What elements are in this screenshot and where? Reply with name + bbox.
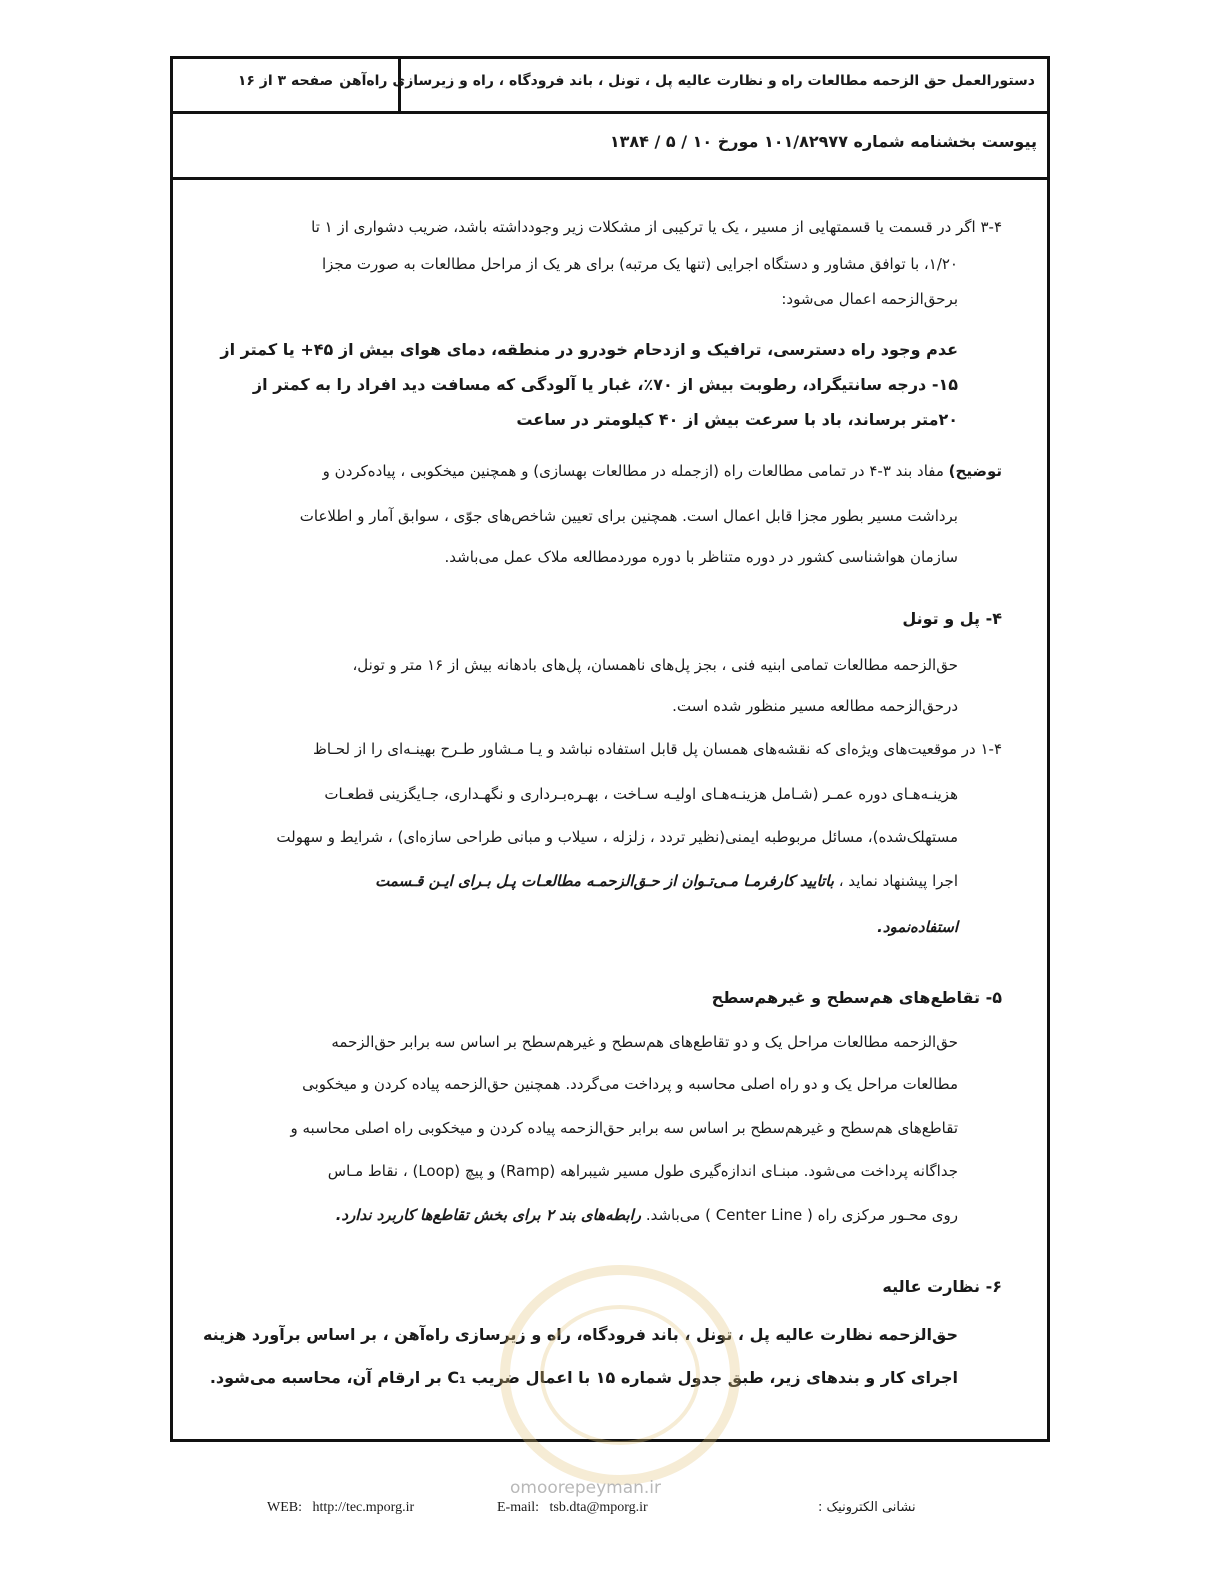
sec6-bold-line-2: اجرای کار و بندهای زیر، طبق جدول شماره ۱۵ با اعمال ضریب C₁ بر ارقام آن، محاسبه می‌شود. <box>209 1368 958 1387</box>
sec34-bold-line-1: عدم وجود راه دسترسی، ترافیک و ازدحام خودرو در منطقه، دمای هوای بیش از ۴۵+ یا کمتر از <box>220 340 958 359</box>
footer-email <box>497 1500 648 1516</box>
sec6-bold-line-1: حق‌الزحمه نظارت عالیه پل ، تونل ، باند فرودگاه، راه و زیرسازی راه‌آهن ، بر اساس برآورد هزینه <box>202 1325 958 1344</box>
note-text-1: مفاد بند ۳-۴ در تمامی مطالعات راه (ازجمله در مطالعات بهسازی) و همچنین میخکوبی ، پیاده‌کردن و <box>322 462 949 480</box>
note-line-3: سازمان هواشناسی کشور در دوره متناظر با دوره موردمطالعه ملاک عمل می‌باشد. <box>444 548 958 566</box>
sec41-line-1: ۱-۴ در موقعیت‌های ویژه‌ای که نقشه‌های همسان پل قابل استفاده نباشد و یـا مـشاور طـرح بهینـه‌ای را از لحـاظ <box>313 740 1002 758</box>
sec5-line-5-bold: رابطه‌های بند ۲ برای بخش تقاطع‌ها کاربرد ندارد. <box>335 1206 642 1224</box>
sec5-line-1: حق‌الزحمه مطالعات مراحل یک و دو تقاطع‌های هم‌سطح و غیرهم‌سطح بر اساس سه برابر حق‌الزحمه <box>331 1033 958 1051</box>
sec6-heading: ۶- نظارت عالیه <box>882 1277 1002 1296</box>
sec41-line-2: هزینـه‌هـای دوره عمـر (شـامل هزینـه‌هـای اولیـه سـاخت ، بهـره‌بـرداری و نگهـداری، جـایگزینی قطعـات <box>324 785 958 803</box>
page-number: صفحه ۳ از ۱۶ <box>237 73 334 89</box>
sec5-line-4: جداگانه پرداخت می‌شود. مبنـای اندازه‌گیری طول مسیر شیبراهه (Ramp) و پیچ (Loop) ، نقاط مـاس <box>327 1162 958 1180</box>
header-row <box>173 59 1047 114</box>
circular-reference: پیوست بخشنامه شماره ۱۰۱/۸۲۹۷۷ مورخ ۱۰ / ۵ / ۱۳۸۴ <box>609 132 1037 151</box>
document-title: دستورالعمل حق الزحمه مطالعات راه و نظارت عالیه پل ، تونل ، باند فرودگاه ، راه و زیرسازی راه‌آهن <box>339 73 1035 89</box>
sec41-line-4-bold: باتایید کارفرمـا مـی‌تـوان از حـق‌الزحمـه مطالعـات پـل بـرای ایـن قـسمت <box>375 872 834 890</box>
footer-web-url[interactable]: http://tec.mporg.ir <box>312 1500 415 1515</box>
sec34-line-1: ۳-۴ اگر در قسمت یا قسمتهایی از مسیر ، یک یا ترکیبی از مشکلات زیر وجودداشته باشد، ضریب دشواری از ۱ تا <box>311 218 1002 236</box>
note-line-2: برداشت مسیر بطور مجزا قابل اعمال است. همچنین برای تعیین شاخص‌های جوّی ، سوابق آمار و اطلاعات <box>299 507 958 525</box>
sec34-line-2: ۱/۲۰، با توافق مشاور و دستگاه اجرایی (تنها یک مرتبه) برای هر یک از مراحل مطالعات به صورت مجزا <box>321 255 958 273</box>
sec41-line-3: مستهلک‌شده)، مسائل مربوطبه ایمنی(نظیر تردد ، زلزله ، سیلاب و مبانی طراحی سازه‌ای) ، شرایط و سهولت <box>276 828 958 846</box>
sec41-line-4 <box>375 872 958 890</box>
circular-row <box>173 111 1047 180</box>
watermark-text: omoorepeyman.ir <box>510 1478 662 1498</box>
footer-email-address[interactable]: tsb.dta@mporg.ir <box>549 1500 648 1515</box>
sec5-line-3: تقاطع‌های هم‌سطح و غیرهم‌سطح بر اساس سه برابر حق‌الزحمه پیاده کردن و میخکوبی راه اصلی محاسبه و <box>290 1119 958 1137</box>
sec34-line-3: برحق‌الزحمه اعمال می‌شود: <box>781 290 958 308</box>
sec4-line-2: درحق‌الزحمه مطالعه مسیر منظور شده است. <box>672 697 958 715</box>
footer-address-label: نشانی الکترونیک : <box>818 1500 916 1515</box>
footer-web <box>267 1500 414 1516</box>
sec5-line-5-plain: روی محـور مرکزی راه ( Center Line ) می‌باشد. <box>641 1206 958 1224</box>
seal-watermark-icon <box>500 1265 740 1485</box>
sec5-line-5 <box>336 1206 958 1224</box>
sec4-line-1: حق‌الزحمه مطالعات تمامی ابنیه فنی ، بجز پل‌های ناهمسان، پل‌های بادهانه بیش از ۱۶ متر و تونل، <box>352 656 958 674</box>
sec5-line-2: مطالعات مراحل یک و دو راه اصلی محاسبه و پرداخت می‌گردد. همچنین حق‌الزحمه پیاده کردن و میخکوبی <box>302 1075 958 1093</box>
sec34-bold-line-3: ۲۰متر برساند، باد با سرعت بیش از ۴۰ کیلومتر در ساعت <box>516 410 958 429</box>
sec5-heading: ۵- تقاطع‌های هم‌سطح و غیرهم‌سطح <box>711 988 1002 1007</box>
footer-web-label: WEB: <box>267 1500 302 1515</box>
note-label: توضیح) <box>948 462 1002 480</box>
sec34-bold-line-2: ۱۵- درجه سانتیگراد، رطوبت بیش از ۷۰٪، غبار یا آلودگی که مسافت دید افراد را به کمتر از <box>252 375 958 394</box>
note-line-1 <box>323 462 1002 480</box>
sec41-line-4-plain: اجرا پیشنهاد نماید ، <box>833 872 958 890</box>
sec4-heading: ۴- پل و تونل <box>902 609 1002 628</box>
footer-email-label: E-mail: <box>497 1500 539 1515</box>
sec41-line-5: استفاده‌نمود. <box>877 918 958 936</box>
